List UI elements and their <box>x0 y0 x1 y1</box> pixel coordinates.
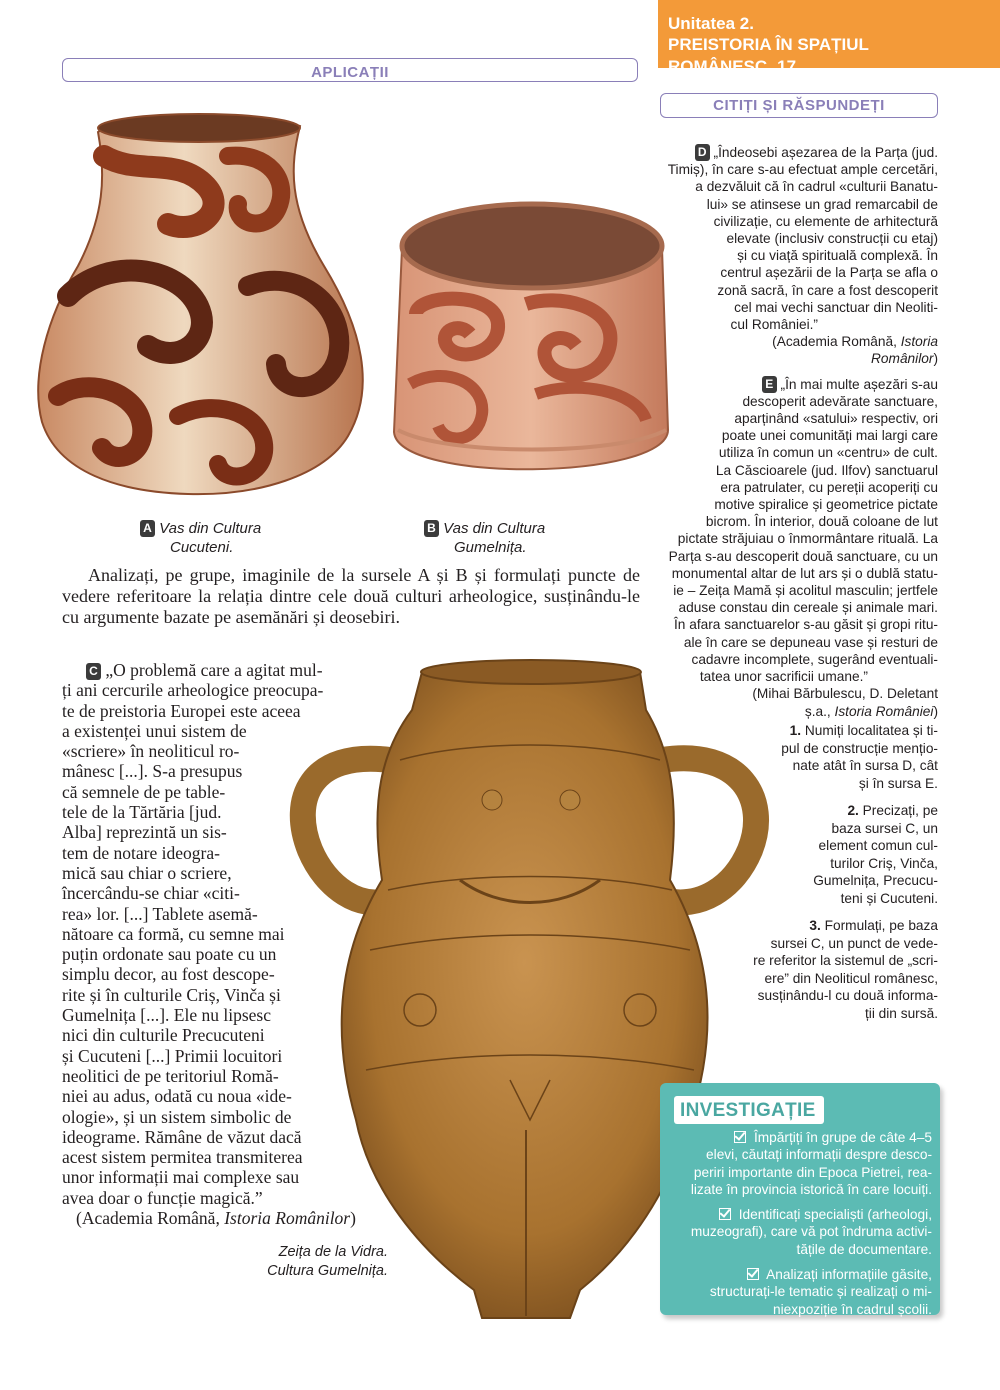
question-line: re referitor la sistemul de „scri- <box>753 953 938 968</box>
checkbox-icon <box>734 1131 746 1143</box>
source-c-line: simplu decor, au fost descope- <box>62 964 275 985</box>
source-c-line: niei au adus, odată cu noua «ide- <box>62 1086 292 1107</box>
investigatie-line: muzeografi), care vă pot îndruma activi- <box>690 1224 932 1240</box>
source-d-line: cul României.” <box>730 317 818 333</box>
source-d-line-0: D „Îndeosebi așezarea de la Parța (jud. <box>640 144 938 161</box>
source-c-line: «scriere» în neoliticul ro- <box>62 741 240 762</box>
source-c-line: tele de la Tărtăria [jud. <box>62 802 222 823</box>
source-d-line: elevate (inclusiv construcții cu etaj) <box>726 231 938 247</box>
source-e-line: motive spiralice și geometrice pictate <box>714 497 938 513</box>
question-line: ții din sursă. <box>864 1005 938 1021</box>
source-c-line: avea doar o funcție magică.” <box>62 1187 263 1208</box>
source-c-line: Gumelnița [...]. Ele nu lipsesc <box>62 1005 271 1026</box>
figure-a-caption <box>140 519 300 557</box>
investigatie-items <box>666 1129 932 1318</box>
source-c-line: și Cucuteni [...] Primii locuitori <box>62 1045 283 1066</box>
source-c-line: tem de notare ideogra- <box>62 842 220 863</box>
question-line: susținându-l cu două informa- <box>757 988 938 1003</box>
question-line: teni și Cucuteni. <box>840 890 938 906</box>
figure-b-caption-l2: Gumelnița. <box>454 539 527 556</box>
question-line: nate atât în sursa D, cât <box>792 758 938 773</box>
investigatie-title: INVESTIGAȚIE <box>674 1096 824 1124</box>
investigatie-line: niexpoziție în cadrul școlii. <box>772 1301 932 1317</box>
section-aplicatii-header: APLICAȚII <box>62 58 638 82</box>
unit-number: Unitatea 2. <box>668 14 754 33</box>
source-c-line: ologie», și un sistem simbolic de <box>62 1106 292 1127</box>
source-e-line-0: E „În mai multe așezări s-au <box>640 376 938 393</box>
source-e-line: Parța s-au descoperit două sanctuare, cu un <box>668 548 938 564</box>
source-d-attribution-l1: (Academia Română, Istoria <box>772 334 938 350</box>
source-e-line: În afara sanctuarelor s-au găsit și gropi ritu- <box>674 617 938 633</box>
cucuteni-vase-image <box>28 96 388 506</box>
page-number: 17 <box>777 57 797 76</box>
source-c-line: puțin ordonate sau poate cu un <box>62 944 277 965</box>
source-a-letter-badge: A <box>140 520 155 537</box>
figure-a-caption-l2: Cucuteni. <box>170 539 234 556</box>
source-b-letter-badge: B <box>424 520 439 537</box>
source-c-line: mică sau chiar o scriere, <box>62 862 232 883</box>
investigatie-line: structurați-le tematic și realizați o mi- <box>709 1284 932 1300</box>
section-cititi-header: CITIȚI ȘI RĂSPUNDEȚI <box>660 93 938 118</box>
investigatie-line: elevi, căutați informații despre desco- <box>706 1147 932 1163</box>
checkbox-icon <box>747 1268 759 1280</box>
source-e-line: La Căscioarele (jud. Ilfov) sanctuarul <box>715 462 938 478</box>
source-c-line: Alba] reprezintă un sis- <box>62 822 227 843</box>
question-line: baza sursei C, un <box>831 820 938 836</box>
source-c-line: încercându-se chiar «citi- <box>62 883 240 904</box>
source-c-line: nici din culturile Precucuteni <box>62 1025 265 1046</box>
figure-c-caption <box>240 1243 388 1281</box>
source-d-line: zonă sacră, în care a fost descoperit <box>717 282 938 298</box>
source-d-line: Timiș), în care s-au efectuat ample cercetări, <box>667 162 938 178</box>
source-d-line: civilizație, cu elemente de arhitectură <box>713 213 938 229</box>
question-2-line-0: 2. Precizați, pe <box>847 803 938 818</box>
figure-c-caption-l1: Zeița de la Vidra. <box>278 1244 388 1260</box>
source-e-line: cadavre incomplete, sugerând eventuali- <box>691 651 938 667</box>
investigatie-item-2-line-0: Identificați specialiști (arheologi, <box>666 1206 932 1223</box>
question-line: turilor Criș, Vinča, <box>830 855 938 871</box>
question-line: pul de construcție mențio- <box>781 740 938 756</box>
source-c-line: neolitici de pe teritoriul Romă- <box>62 1065 279 1086</box>
investigatie-line: tățile de documentare. <box>796 1241 932 1257</box>
source-c-line: a existenței unui sistem de <box>62 720 247 741</box>
source-e-line: aparținând «satului» respectiv, ori <box>734 411 938 427</box>
source-c-line: rea» lor. [...] Tablete asemă- <box>62 903 258 924</box>
question-line: și în sursa E. <box>858 775 938 791</box>
source-c-text <box>62 660 372 1228</box>
source-e-line: utiliza în comun un «centru» de cult. <box>718 445 938 461</box>
checkbox-icon <box>719 1208 731 1220</box>
gumelnita-vase-image <box>386 194 678 494</box>
source-e-line: tatea unor sacrificii umane.” <box>699 669 868 685</box>
source-c-line: ți ani cercurile arheologice preocupa- <box>62 680 324 701</box>
question-line: Gumelnița, Precucu- <box>813 873 938 888</box>
question-line: sursei C, un punct de vede- <box>770 935 938 951</box>
unit-title: PREISTORIA ÎN SPAȚIUL ROMÂNESC <box>668 35 869 76</box>
source-c-line: te de preistoria Europei este aceea <box>62 700 301 721</box>
source-c-line: nătoare ca formă, cu semne mai <box>62 923 285 944</box>
source-e-attribution-l1: (Mihai Bărbulescu, D. Deletant <box>752 686 938 702</box>
source-e-line: monumental altar de lut ars și o dublă statu- <box>671 565 938 581</box>
questions-list <box>740 722 938 1022</box>
unit-header-tab <box>658 0 1000 76</box>
source-c-attribution: (Academia Română, Istoria Românilor) <box>76 1208 356 1229</box>
source-e-line: pictate străjuiau o înmormântare rituală. La <box>677 531 938 547</box>
figure-c-caption-l2: Cultura Gumelnița. <box>267 1263 388 1279</box>
investigatie-item-3-line-0: Analizați informațiile găsite, <box>666 1266 932 1283</box>
source-d-letter-badge: D <box>695 144 710 161</box>
source-e-line: ie – Zeița Mamă și acolitul masculin; jertfele <box>673 583 938 599</box>
figure-a-caption-l1: Vas din Cultura <box>159 520 262 537</box>
unit-title-line <box>668 34 990 78</box>
source-e-line: ale în care se depuneau vase și resturi de <box>683 634 938 650</box>
question-3-line-0: 3. Formulați, pe baza <box>809 918 938 933</box>
source-c-line: unor informații mai complexe sau <box>62 1167 300 1188</box>
source-c-letter-badge: C <box>86 663 101 680</box>
source-e-line: era patrulater, cu pereții acoperiți cu <box>720 479 938 495</box>
source-e-letter-badge: E <box>762 376 777 393</box>
question-1-line-0: 1. Numiți localitatea și ti- <box>789 723 938 738</box>
source-d-attribution-l2: Românilor) <box>871 351 938 367</box>
source-d-line: cel mai vechi sanctuar din Neoliti- <box>734 299 938 315</box>
source-e-line: poate unei comunități mai largi care <box>721 428 938 444</box>
source-c-line: că semnele de pe table- <box>62 781 226 802</box>
figure-b-caption-l1: Vas din Cultura <box>443 520 546 537</box>
source-d-line: centrul așezării de la Parța se afla o <box>720 265 938 281</box>
source-c-line: rite și în culturile Criș, Vinča și <box>62 984 281 1005</box>
source-c-line-0: C „O problemă care a agitat mul- <box>62 660 372 680</box>
investigatie-line: lizate în provincia istorică în care locuiți. <box>690 1181 932 1197</box>
source-e-line: descoperit adevărate sanctuare, <box>742 393 938 409</box>
investigatie-box <box>660 1083 940 1315</box>
source-c-line: acest sistem permitea transmiterea <box>62 1147 303 1168</box>
figure-b-caption <box>424 519 584 557</box>
source-d-line: lui» se atinsese un grad remarcabil de <box>706 196 938 212</box>
source-e-attribution-l2: ș.a., Istoria României) <box>804 703 938 719</box>
question-line: ere” din Neoliticul românesc, <box>764 970 938 986</box>
source-e-line: aduse constau din cereale și animale mari. <box>678 600 938 616</box>
source-e-line: bicrom. În interior, două coloane de lut <box>705 514 938 530</box>
investigatie-item-1-line-0: Împărțiți în grupe de câte 4–5 <box>666 1129 932 1146</box>
question-line: element comun cul- <box>818 838 938 853</box>
source-c-line: ideograme. Rămâne de văzut dacă <box>62 1126 302 1147</box>
investigatie-line: periri importante din Epoca Pietrei, rea- <box>693 1164 932 1180</box>
aplicatii-task-text: Analizați, pe grupe, imaginile de la sursele A și B și formulați puncte de vedere referitoare la relația dintre cele două culturi arheologice, susținându-le cu argumente bazate pe asemănări și deosebiri. <box>62 565 640 627</box>
source-c-line: mânesc [...]. S-a presupus <box>62 761 243 782</box>
source-d-line: și cu viață spirituală complexă. În <box>737 248 938 264</box>
source-d-e-text <box>640 144 938 720</box>
source-d-line: a dezvăluit că în cadrul «culturii Banatu- <box>695 179 938 195</box>
